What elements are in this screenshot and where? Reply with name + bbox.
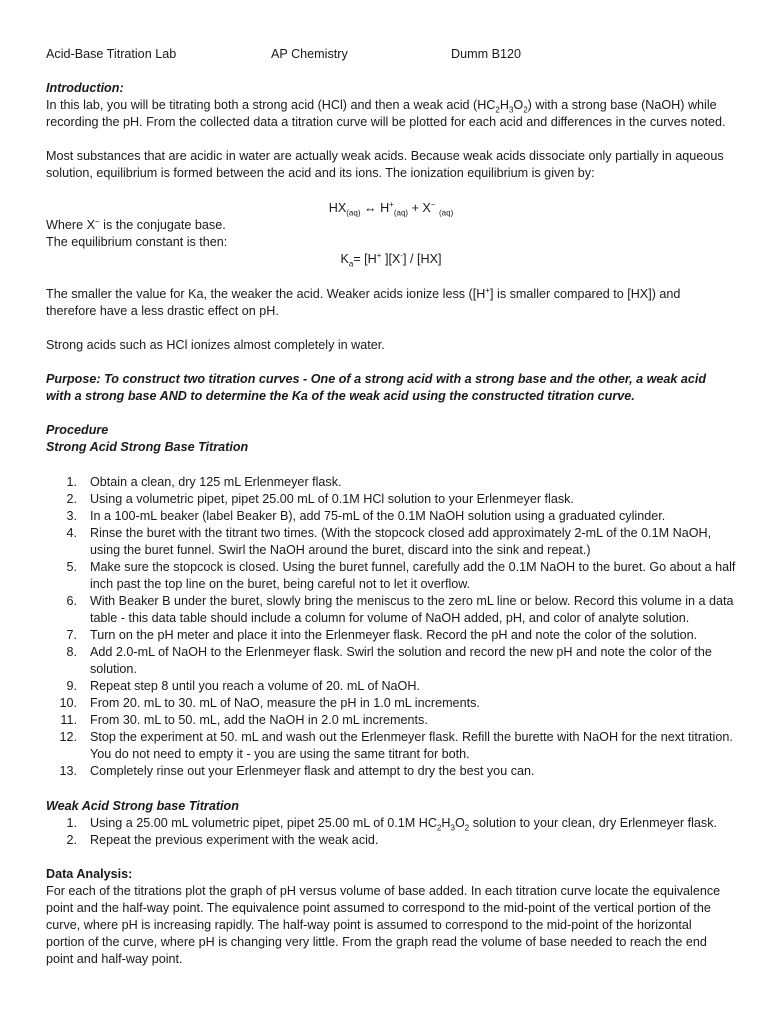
procedure-heading: Procedure: [46, 423, 109, 437]
teacher-room: Dumm B120: [451, 47, 521, 61]
purpose-line-2: with a strong base AND to determine the Ka of the weak acid using the constructed titration curve.: [46, 389, 635, 403]
intro-paragraph-3-line-1: The smaller the value for Ka, the weaker the acid. Weaker acids ionize less ([H+] is smaller compared to [HX]) and: [46, 285, 681, 301]
doc-title: Acid-Base Titration Lab: [46, 47, 177, 61]
intro-paragraph-3-line-2: therefore have a less drastic effect on pH.: [46, 304, 279, 318]
intro-paragraph-1-line-2: recording the pH. From the collected data a titration curve will be plotted for each acid and differences in the curves noted.: [46, 115, 726, 129]
equilibrium-constant-note: The equilibrium constant is then:: [46, 235, 228, 249]
data-analysis-line: For each of the titrations plot the graph of pH versus volume of base added. In each titration curve locate the equivalence: [46, 884, 721, 898]
data-analysis-line: portion of the curve, where pH is changing very little. From the graph read the volume of base needed to reach the end: [46, 935, 707, 949]
intro-paragraph-2-line-2: solution, equilibrium is formed between the acid and its ions. The ionization equilibrium is given by:: [46, 166, 595, 180]
conjugate-base-note: Where X− is the conjugate base.: [46, 216, 226, 232]
strong-acid-heading: Strong Acid Strong Base Titration: [46, 440, 249, 454]
purpose-line-1: Purpose: To construct two titration curves - One of a strong acid with a strong base and the other, a weak acid: [46, 372, 707, 386]
intro-heading: Introduction:: [46, 81, 124, 95]
intro-paragraph-4: Strong acids such as HCl ionizes almost completely in water.: [46, 338, 385, 352]
data-analysis-line: point and half-way point.: [46, 952, 183, 966]
ka-expression: $K_a= [H^+$ ][X-] / [HX]: [340, 250, 442, 269]
weak-acid-heading: Weak Acid Strong base Titration: [46, 799, 239, 813]
intro-paragraph-2-line-1: Most substances that are acidic in water are actually weak acids. Because weak acids dissociate only partially in aqueous: [46, 149, 724, 163]
data-analysis-line: curve, where pH is increasing rapidly. The half-way point is assumed to correspond to the mid-point of the horizontal: [46, 918, 692, 932]
intro-paragraph-1-line-1: In this lab, you will be titrating both a strong acid (HCl) and then a weak acid $(HC_2H_3O_2)$ with a strong base (NaOH) while: [46, 98, 717, 115]
data-analysis-line: point and the half-way point. The equivalence point assumed to correspond to the mid-point of the vertical portion of the: [46, 901, 711, 915]
data-analysis-heading: Data Analysis:: [46, 867, 133, 881]
course-name: AP Chemistry: [271, 47, 348, 61]
ionization-equation: $HX_{(aq)}$ ↔ $H^+_{(aq)} + X^-$ $_{(aq)}$: [328, 199, 454, 218]
